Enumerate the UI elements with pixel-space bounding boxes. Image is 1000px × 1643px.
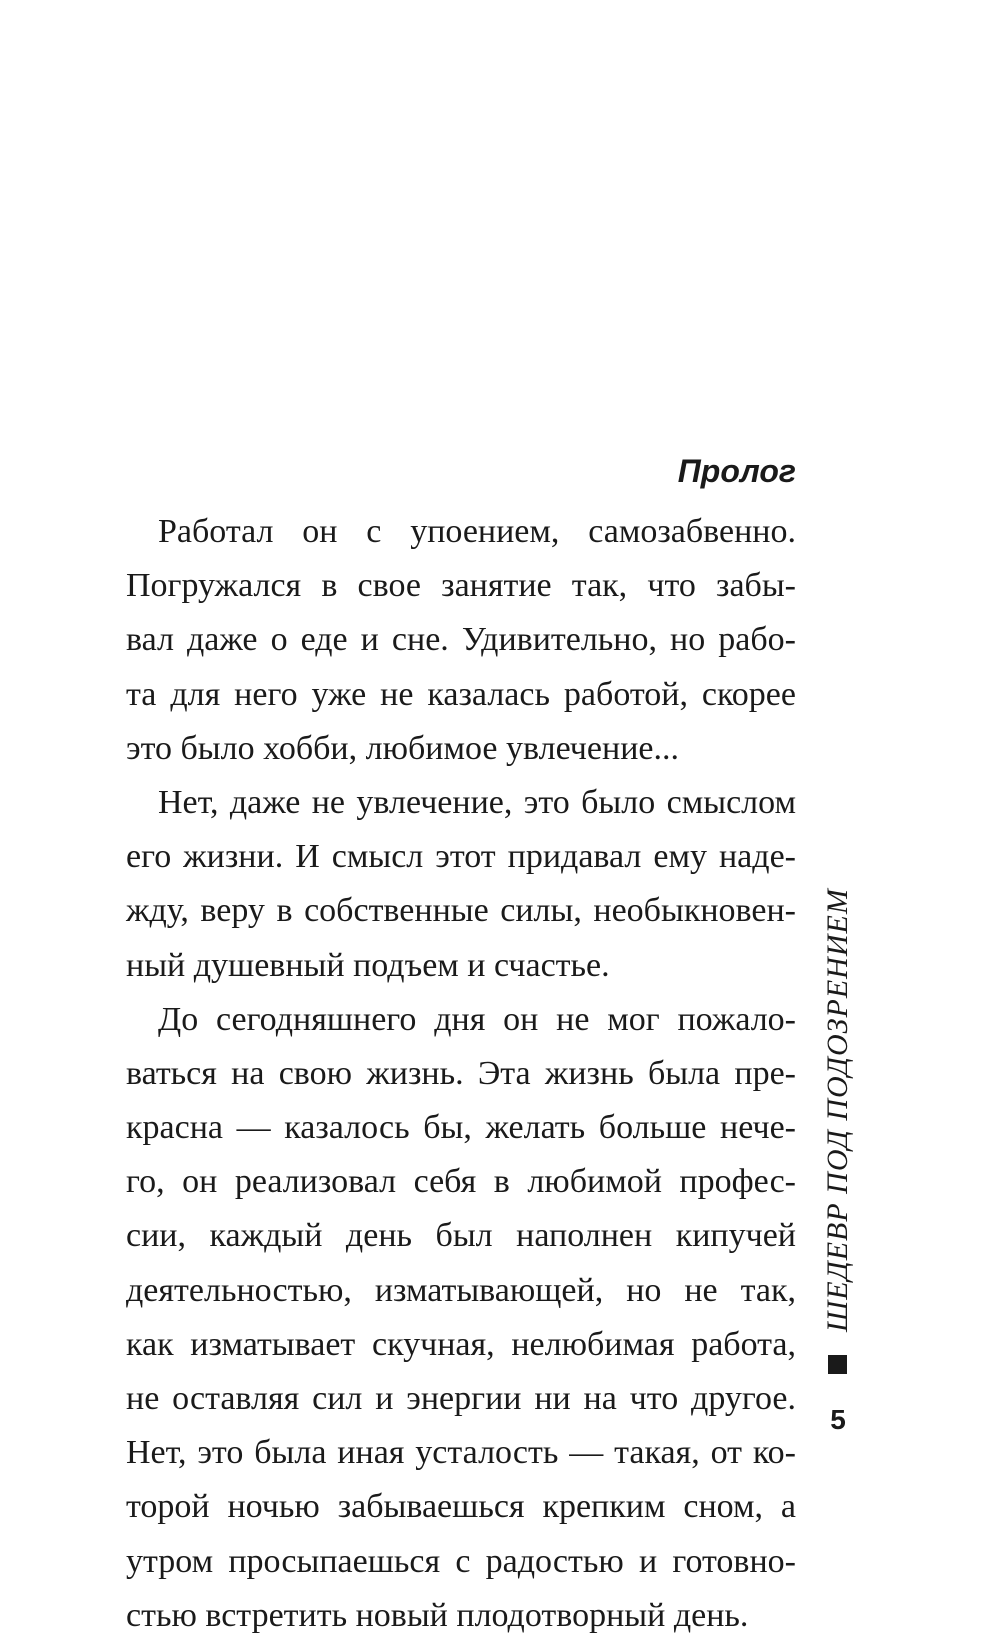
text-line: как изматывает скучная, нелюбимая работа, xyxy=(126,1325,796,1363)
text-line: Нет, это была иная усталость — такая, от ко- xyxy=(126,1434,796,1472)
text-line: го, он реализовал себя в любимой профес- xyxy=(126,1163,796,1201)
text-line: красна — казалось бы, желать больше нече- xyxy=(126,1109,796,1147)
text-line: вал даже о еде и сне. Удивительно, но рабо- xyxy=(126,621,796,659)
text-line: ный душевный подъем и счастье. xyxy=(126,946,610,984)
text-line: Погружался в свое занятие так, что забы- xyxy=(126,567,796,605)
text-line: это было хобби, любимое увлечение... xyxy=(126,729,679,767)
page-number: 5 xyxy=(830,1404,846,1435)
text-line: До сегодняшнего дня он не мог пожало- xyxy=(158,1000,796,1038)
square-marker-icon xyxy=(828,1355,847,1374)
text-line: Нет, даже не увлечение, это было смыслом xyxy=(158,783,796,821)
body-text xyxy=(126,505,796,1643)
text-line: деятельностью, изматывающей, но не так, xyxy=(126,1271,796,1309)
text-line: стью встретить новый плодотворный день. xyxy=(126,1596,749,1634)
running-head: ШЕДЕВР ПОД ПОДОЗРЕНИЕМ xyxy=(821,888,854,1332)
text-line: жду, веру в собственные силы, необыкновен- xyxy=(126,892,796,930)
text-line: его жизни. И смысл этот придавал ему наде- xyxy=(126,838,796,876)
text-line: торой ночью забываешься крепким сном, а xyxy=(126,1488,796,1526)
text-line: утром просыпаешься с радостью и готовно- xyxy=(126,1542,796,1580)
text-line: та для него уже не казалась работой, скорее xyxy=(126,675,796,713)
text-line: Работал он с упоением, самозабвенно. xyxy=(158,513,796,550)
chapter-title: Пролог xyxy=(677,453,796,489)
text-line: не оставляя сил и энергии ни на что другое. xyxy=(126,1380,796,1417)
text-line: ваться на свою жизнь. Эта жизнь была пре- xyxy=(126,1054,796,1092)
text-line: сии, каждый день был наполнен кипучей xyxy=(126,1217,796,1255)
